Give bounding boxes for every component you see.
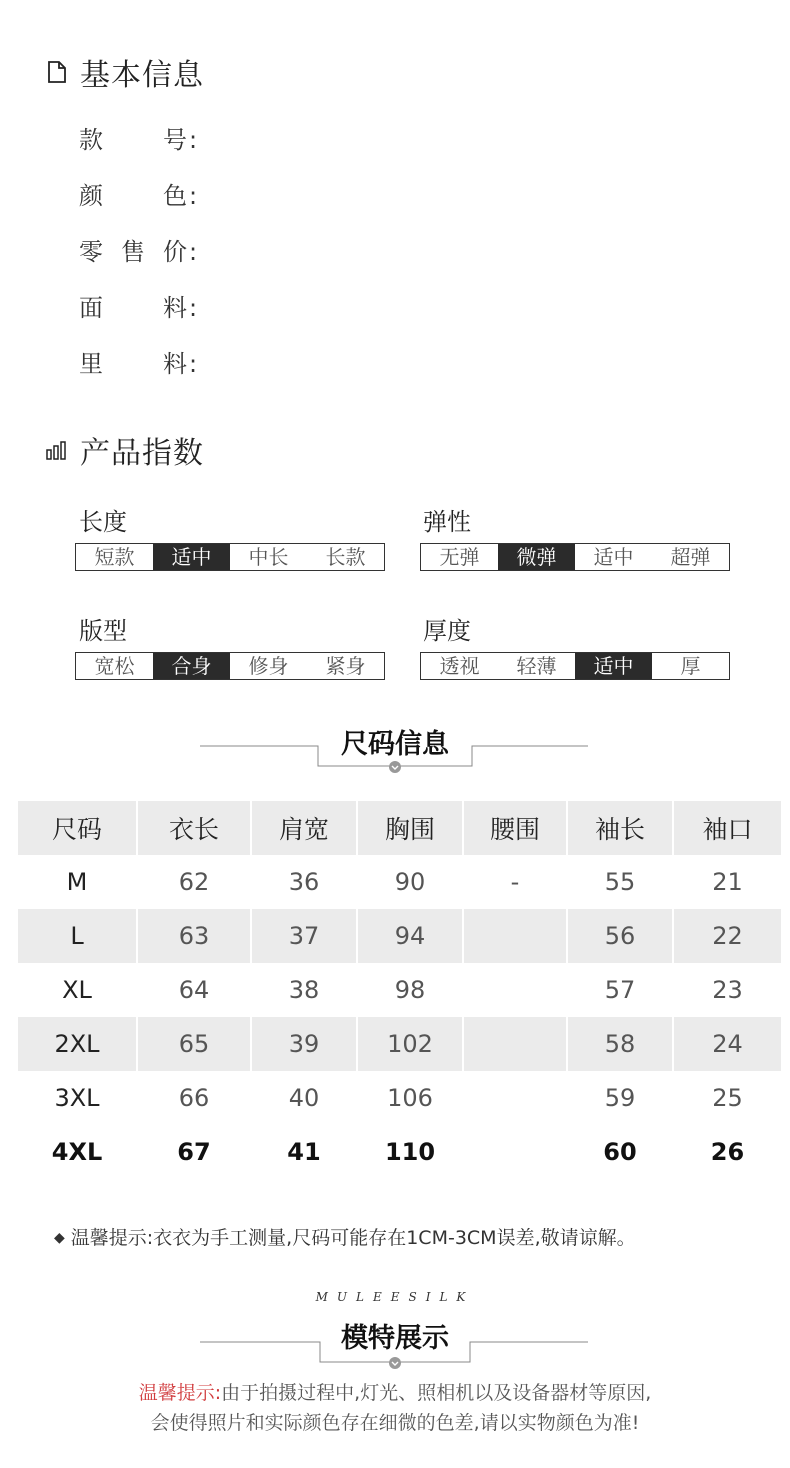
info-colon: : bbox=[189, 294, 198, 322]
size-table-cell: 65 bbox=[137, 1017, 251, 1071]
size-table-header: 腰围 bbox=[463, 801, 567, 855]
size-table-cell: 36 bbox=[251, 855, 357, 909]
info-label: 里 料 bbox=[79, 350, 187, 378]
size-table-cell: 56 bbox=[567, 909, 673, 963]
info-colon: : bbox=[189, 182, 198, 210]
index-group-title: 版型 bbox=[79, 617, 127, 645]
size-table-cell: 55 bbox=[567, 855, 673, 909]
notice-label: 温馨提示: bbox=[138, 1382, 222, 1404]
size-table-cell: 3XL bbox=[18, 1071, 137, 1125]
index-option: 宽松 bbox=[94, 654, 135, 678]
index-option: 适中 bbox=[593, 545, 634, 569]
size-table-cell bbox=[463, 1017, 567, 1071]
size-table-cell: 24 bbox=[673, 1017, 781, 1071]
size-table-cell: 21 bbox=[712, 868, 743, 896]
index-option-selected: 适中 bbox=[153, 544, 230, 570]
size-table-cell: M bbox=[18, 855, 137, 909]
basic-info-heading bbox=[44, 50, 204, 94]
size-table-cell: 94 bbox=[357, 909, 463, 963]
index-option: 修身 bbox=[248, 654, 289, 678]
index-option-selected: 合身 bbox=[153, 653, 230, 679]
index-option: 轻薄 bbox=[516, 654, 557, 678]
size-info-title: 尺码信息 bbox=[341, 729, 449, 760]
index-option: 超弹 bbox=[670, 545, 711, 569]
index-scale-bar bbox=[420, 652, 730, 680]
index-option-selected: 适中 bbox=[575, 653, 652, 679]
size-table-cell: 38 bbox=[251, 963, 357, 1017]
size-table-header: 胸围 bbox=[357, 801, 463, 855]
index-scale-bar bbox=[420, 543, 730, 571]
index-option: 中长 bbox=[248, 545, 289, 569]
index-option-selected: 微弹 bbox=[498, 544, 575, 570]
size-table-cell: 2XL bbox=[18, 1017, 137, 1071]
size-table-cell: L bbox=[18, 909, 137, 963]
diamond-icon: ◆ bbox=[54, 1230, 65, 1246]
size-table-cell: 90 bbox=[357, 855, 463, 909]
size-table-cell: 23 bbox=[712, 976, 743, 1004]
notice-text-1: 由于拍摄过程中,灯光、照相机以及设备器材等原因, bbox=[221, 1382, 652, 1404]
index-scale-bar bbox=[75, 652, 385, 680]
size-table-cell: 37 bbox=[251, 909, 357, 963]
size-table bbox=[18, 801, 781, 1179]
info-colon: : bbox=[189, 126, 198, 154]
size-tip bbox=[54, 1223, 636, 1250]
index-scale-bar bbox=[75, 543, 385, 571]
size-tip-text: 温馨提示:衣衣为手工测量,尺码可能存在1CM-3CM误差,敬请谅解。 bbox=[70, 1227, 636, 1249]
product-index-title: 产品指数 bbox=[80, 436, 204, 471]
size-table-cell: XL bbox=[18, 963, 137, 1017]
info-row bbox=[79, 344, 197, 379]
notice-line-2: 会使得照片和实际颜色存在细微的色差,请以实物颜色为准! bbox=[150, 1412, 640, 1434]
size-table-cell bbox=[463, 1125, 567, 1179]
product-index-heading bbox=[44, 428, 204, 472]
index-group-title: 长度 bbox=[79, 508, 127, 536]
size-table-cell bbox=[463, 963, 567, 1017]
index-option: 短款 bbox=[94, 545, 135, 569]
info-row bbox=[79, 232, 197, 267]
info-row bbox=[79, 176, 197, 211]
size-table-row bbox=[18, 1071, 781, 1125]
size-table-header-row bbox=[18, 801, 781, 855]
size-table-row bbox=[18, 1017, 781, 1071]
index-option: 长款 bbox=[325, 545, 366, 569]
size-table-header: 袖口 bbox=[673, 801, 781, 855]
size-table-cell: 64 bbox=[137, 963, 251, 1017]
index-group-title: 弹性 bbox=[423, 508, 471, 536]
info-row bbox=[79, 288, 197, 323]
size-table-cell: 110 bbox=[357, 1125, 463, 1179]
size-table-cell: 106 bbox=[357, 1071, 463, 1125]
size-table-cell: 60 bbox=[567, 1125, 673, 1179]
size-table-cell: 67 bbox=[137, 1125, 251, 1179]
size-table-cell bbox=[463, 909, 567, 963]
size-table-cell: 39 bbox=[251, 1017, 357, 1071]
size-table-row bbox=[18, 855, 781, 909]
basic-info-title: 基本信息 bbox=[80, 58, 204, 93]
size-table-cell: 4XL bbox=[18, 1125, 137, 1179]
size-table-cell: - bbox=[463, 855, 567, 909]
info-label: 款 号 bbox=[79, 126, 187, 154]
info-label: 面 料 bbox=[79, 294, 187, 322]
size-table-cell: 57 bbox=[567, 963, 673, 1017]
info-colon: : bbox=[189, 238, 198, 266]
size-table-cell: 98 bbox=[357, 963, 463, 1017]
brand-name: MULEESILK bbox=[315, 1290, 475, 1304]
size-table-header: 肩宽 bbox=[251, 801, 357, 855]
index-option: 厚 bbox=[680, 654, 701, 678]
notice-line-1 bbox=[0, 1378, 790, 1408]
size-table-cell bbox=[463, 1071, 567, 1125]
size-table-header: 袖长 bbox=[567, 801, 673, 855]
document-icon bbox=[44, 59, 70, 85]
info-colon: : bbox=[189, 350, 198, 378]
size-table-cell: 66 bbox=[137, 1071, 251, 1125]
size-table-cell: 41 bbox=[251, 1125, 357, 1179]
info-label: 颜 色 bbox=[79, 182, 187, 210]
size-table-cell: 59 bbox=[567, 1071, 673, 1125]
size-table-cell: 22 bbox=[673, 909, 781, 963]
size-table-cell: 62 bbox=[137, 855, 251, 909]
bar-chart-icon bbox=[44, 437, 70, 463]
index-option: 透视 bbox=[439, 654, 480, 678]
info-label: 零售价 bbox=[79, 238, 187, 266]
size-table-row bbox=[18, 909, 781, 963]
info-row bbox=[79, 120, 197, 155]
index-option: 紧身 bbox=[325, 654, 366, 678]
size-table-cell: 40 bbox=[251, 1071, 357, 1125]
size-table-cell: 102 bbox=[357, 1017, 463, 1071]
size-table-cell: 58 bbox=[567, 1017, 673, 1071]
index-group-title: 厚度 bbox=[423, 617, 471, 645]
size-table-row bbox=[18, 963, 781, 1017]
model-display-title: 模特展示 bbox=[341, 1323, 449, 1354]
size-table-header: 尺码 bbox=[18, 801, 137, 855]
index-option: 无弹 bbox=[439, 545, 480, 569]
size-table-row bbox=[18, 1125, 781, 1179]
size-table-header: 衣长 bbox=[137, 801, 251, 855]
size-table-cell: 25 bbox=[712, 1084, 743, 1112]
size-table-cell: 26 bbox=[710, 1138, 745, 1166]
size-table-cell: 63 bbox=[137, 909, 251, 963]
